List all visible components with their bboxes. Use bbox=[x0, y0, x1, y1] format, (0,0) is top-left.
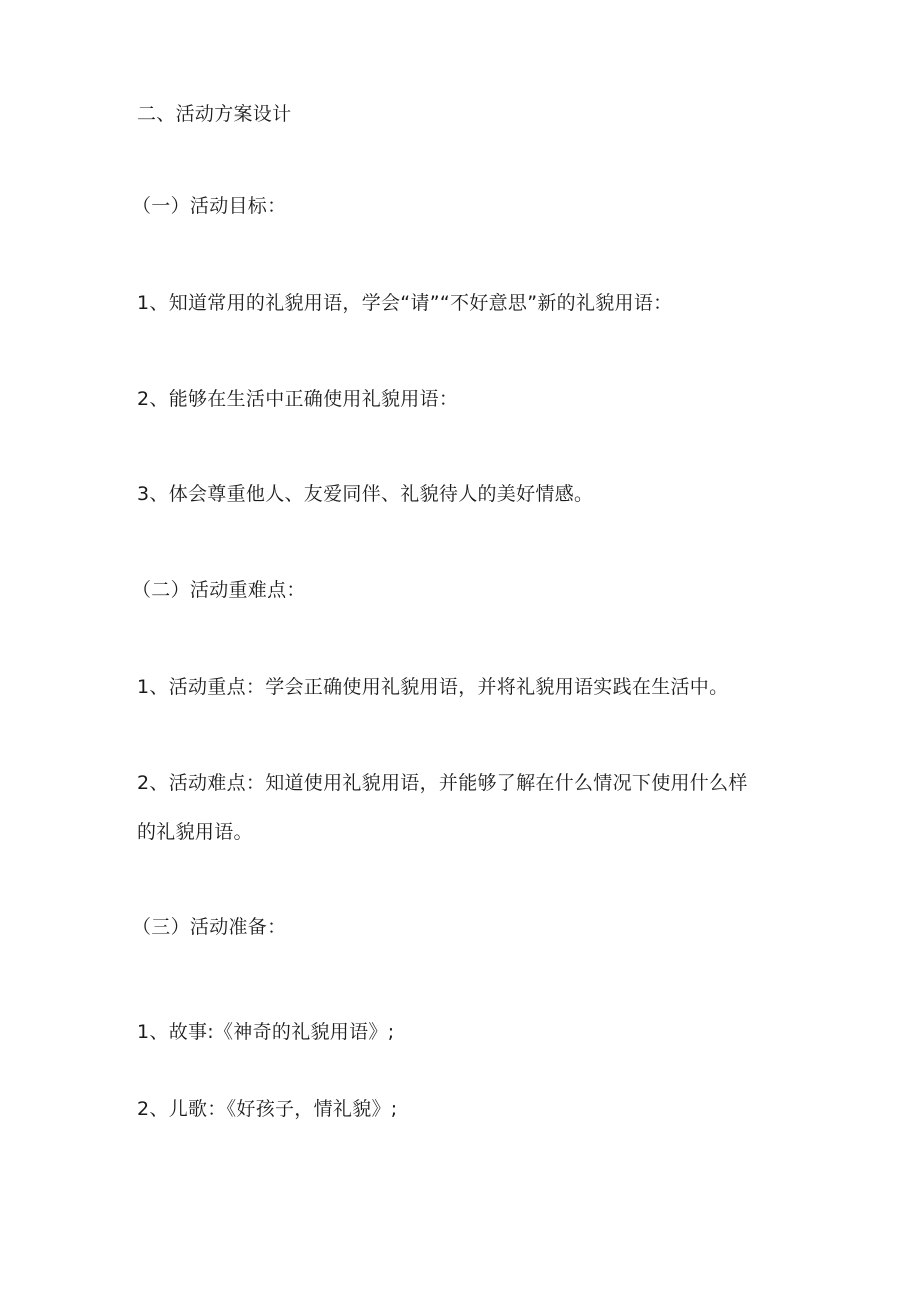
goal-item: 2、能够在生活中正确使用礼貌用语： bbox=[137, 388, 459, 410]
goal-item: 3、体会尊重他人、友爱同伴、礼貌待人的美好情感。 bbox=[137, 483, 594, 505]
preparation-item: 1、故事:《神奇的礼貌用语》; bbox=[137, 1021, 395, 1043]
goal-item: 1、知道常用的礼貌用语，学会“请”“不好意思”新的礼貌用语： bbox=[137, 292, 673, 314]
preparation-item: 2、儿歌：《好孩子，情礼貌》; bbox=[137, 1098, 398, 1120]
key-point-item-continuation: 的礼貌用语。 bbox=[137, 821, 253, 843]
key-point-item: 1、活动重点：学会正确使用礼貌用语，并将礼貌用语实践在生活中。 bbox=[137, 676, 729, 698]
section-title: 二、活动方案设计 bbox=[137, 103, 292, 125]
key-point-item: 2、活动难点：知道使用礼貌用语，并能够了解在什么情况下使用什么样 bbox=[137, 772, 748, 794]
goals-heading: （一）活动目标： bbox=[132, 195, 287, 217]
key-points-heading: （二）活动重难点： bbox=[132, 579, 306, 601]
preparation-heading: （三）活动准备： bbox=[132, 916, 287, 938]
